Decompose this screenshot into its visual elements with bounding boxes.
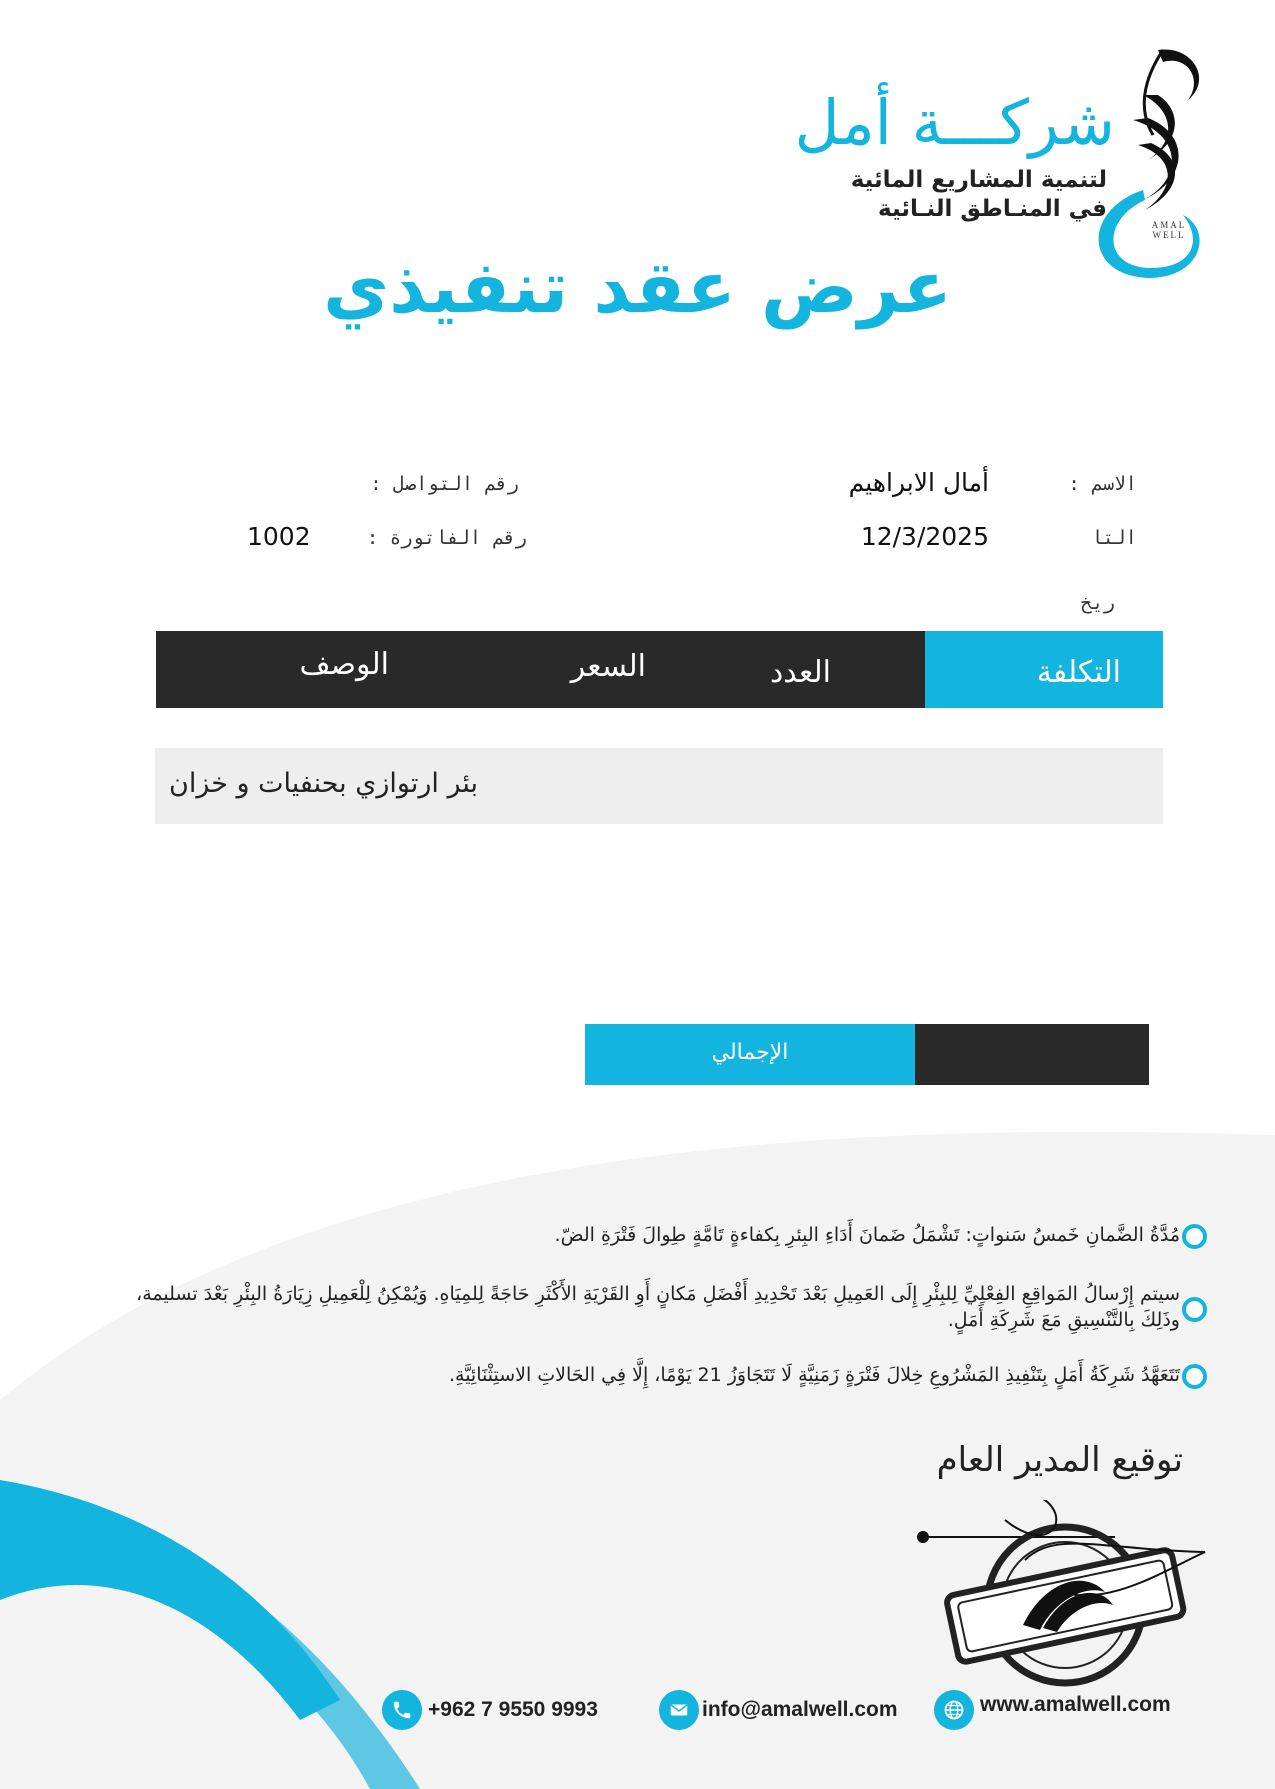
company-subtitle-line1: لتنمية المشاريع المائية: [850, 167, 1107, 193]
table-header: [156, 631, 1163, 708]
term-3: تَتَعَهَّدُ شَرِكَةُ أَمَلٍ بِتَنْفِيذِ المَشْرُوعِ خِلالَ فَتْرَةٍ زَمَنِيَّةٍ لَا تَتَجَاوَزُ 21 يَوْمًا، إِلَّا فِي الحَالاتِ الاستِثْنَائِيَّةِ.: [448, 1364, 1180, 1386]
total-bar: [585, 1024, 1149, 1085]
table-row: [155, 748, 1163, 824]
logo-tagline: [1139, 220, 1199, 240]
logo-tag-line2: WELL: [1152, 230, 1186, 240]
email-address[interactable]: info@amalwell.com: [702, 1698, 898, 1721]
signature-title: توقيع المدير العام: [936, 1440, 1183, 1480]
total-label: الإجمالي: [711, 1040, 789, 1065]
phone-badge: [382, 1690, 422, 1730]
term-bullet-2: [1182, 1297, 1207, 1322]
globe-icon: [942, 1698, 966, 1722]
logo-tag-line1: AMAL: [1151, 220, 1187, 230]
name-label: الاسم :: [1068, 473, 1137, 495]
company-subtitle-line2: في المنـاطق النـائية: [878, 196, 1107, 222]
term-bullet-3: [1182, 1364, 1207, 1389]
term-bullet-1: [1182, 1224, 1207, 1249]
date-label-part1: التا: [1091, 527, 1137, 549]
mail-icon: [668, 1699, 690, 1721]
invoice-label: رقم الفاتورة :: [366, 527, 527, 549]
contact-label: رقم التواصل :: [370, 473, 519, 495]
header-price: السعر: [570, 649, 646, 684]
website-badge: [934, 1690, 974, 1730]
phone-icon: [391, 1699, 413, 1721]
name-value: أمال الابراهيم: [848, 468, 989, 497]
invoice-value: 1002: [247, 522, 311, 551]
row-description: بئر ارتوازي بحنفيات و خزان: [169, 768, 479, 799]
term-1: مُدَّةُ الضَّمانِ خَمسُ سَنواتٍ: تَشْمَلُ ضَمانَ أَدَاءِ البِئرِ بِكفاءةٍ تَامَّةٍ طِوالَ فَتْرَةِ الضّ.: [554, 1224, 1180, 1246]
email-badge: [659, 1690, 699, 1730]
document-title: عرض عقد تنفيذي: [323, 245, 952, 329]
term-2: سيتم إِرْسالُ المَواقِعِ الفِعْلِيِّ لِلبِئْرِ إِلَى العَمِيلِ بَعْدَ تَحْدِيدِ أَفْضَلِ مَكانٍ أَوِ القَرْيَةِ الأَكْثَرِ حَاجَةً لِلمِيَاهِ. وَيُمْكِنُ لِلْعَمِيلِ زِيَارَةُ البِئْرِ بَعْدَ تسليمة، وذَلِكَ بِالتَّنْسِيقِ مَعَ شَرِكَةِ أَمَلٍ.: [136, 1283, 1180, 1331]
header-qty: العدد: [769, 655, 831, 690]
header-cost: التكلفة: [1036, 655, 1121, 690]
header-desc: الوصف: [299, 647, 389, 682]
date-label-part2: ريخ: [1080, 592, 1115, 614]
company-name: شركـــة أمل: [794, 86, 1115, 159]
signature-stamp: [905, 1500, 1225, 1700]
phone-number[interactable]: +962 7 9550 9993: [428, 1698, 598, 1721]
website-url[interactable]: www.amalwell.com: [980, 1693, 1171, 1716]
date-value: 12/3/2025: [860, 522, 989, 551]
